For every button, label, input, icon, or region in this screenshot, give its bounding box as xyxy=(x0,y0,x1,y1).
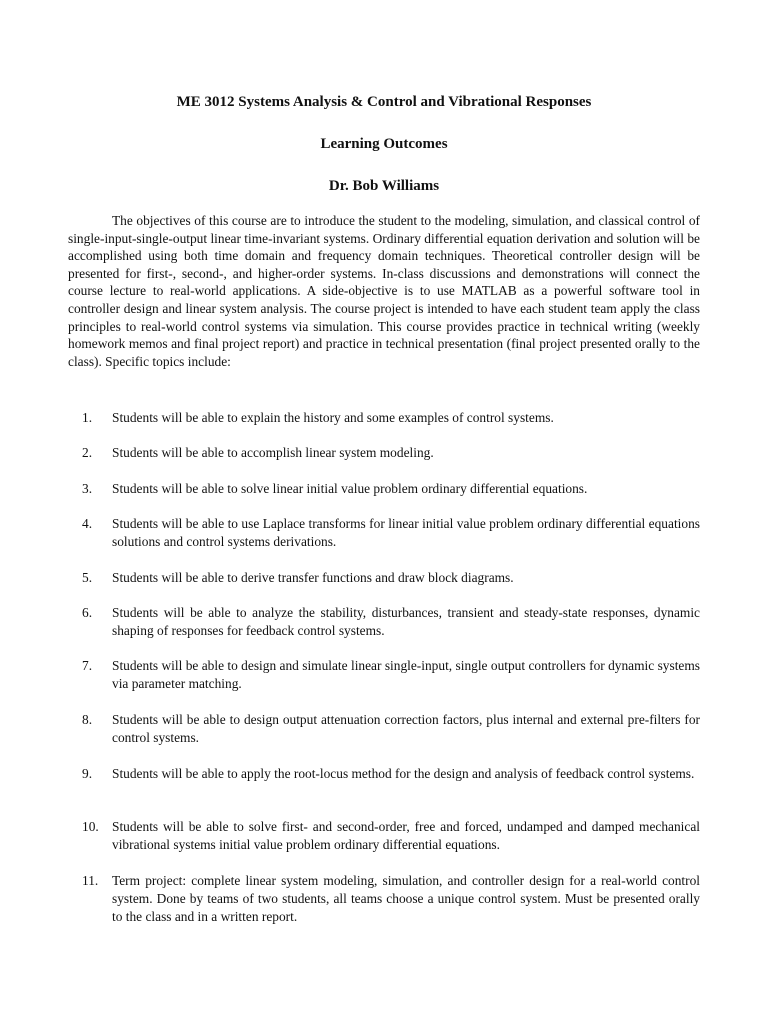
list-item-number: 11. xyxy=(82,873,99,888)
list-item-text: Students will be able to solve linear initial value problem ordinary differential equations. xyxy=(112,481,588,496)
author-name: Dr. Bob Williams xyxy=(328,178,440,194)
list-item-text: Students will be able to apply the root-locus method for the design and analysis of feedback control systems. xyxy=(112,766,695,781)
list-item xyxy=(82,409,700,427)
list-item xyxy=(82,444,700,462)
list-item xyxy=(82,480,700,498)
list-item-number: 3. xyxy=(82,481,93,496)
list-item-text: Students will be able to explain the history and some examples of control systems. xyxy=(112,410,554,425)
list-item xyxy=(82,818,700,854)
list-item-text: Students will be able to use Laplace transforms for linear initial value problem ordinary differential equations solutions and control systems derivations. xyxy=(112,516,700,549)
list-item-text: Students will be able to analyze the stability, disturbances, transient and steady-state responses, dynamic shaping of responses for feedback control systems. xyxy=(112,605,700,638)
list-item xyxy=(82,765,700,783)
list-item-number: 1. xyxy=(82,410,93,425)
section-title: Learning Outcomes xyxy=(320,136,448,152)
list-item-text: Students will be able to accomplish linear system modeling. xyxy=(112,445,434,460)
course-title: ME 3012 Systems Analysis & Control and Vibrational Responses xyxy=(176,94,592,110)
list-item xyxy=(82,872,700,926)
list-item-number: 10. xyxy=(82,819,99,834)
list-item-number: 9. xyxy=(82,766,93,781)
list-item xyxy=(82,604,700,640)
list-item-text: Students will be able to design output attenuation correction factors, plus internal and external pre-filters for control systems. xyxy=(112,712,700,745)
list-item-number: 8. xyxy=(82,712,93,727)
intro-paragraph: The objectives of this course are to introduce the student to the modeling, simulation, and classical control of single-input-single-output linear time-invariant systems. Ordinary differential equation derivation and solution will be accomplished using both time domain and frequency domain techniques. Theoretical controller design will be presented for first-, second-, and higher-order systems. In-class discussions and demonstrations will connect the course lecture to real-world applications. A side-objective is to use MATLAB as a powerful software tool in controller design and linear system analysis. The course project is intended to have each student team apply the class principles to real-world control systems via simulation. This course provides practice in technical writing (weekly homework memos and final project report) and practice in technical presentation (final project presented orally to the class). Specific topics include: xyxy=(68,213,700,369)
list-item-number: 7. xyxy=(82,658,93,673)
list-item-number: 6. xyxy=(82,605,93,620)
list-item-text: Students will be able to derive transfer functions and draw block diagrams. xyxy=(112,570,514,585)
list-item-number: 4. xyxy=(82,516,93,531)
list-item-text: Students will be able to solve first- and second-order, free and forced, undamped and damped mechanical vibrational systems initial value problem ordinary differential equations. xyxy=(112,819,700,852)
list-item-text: Term project: complete linear system modeling, simulation, and controller design for a real-world control system. Done by teams of two students, all teams choose a unique control system. Must be presented orally to the class and in a written report. xyxy=(112,873,700,924)
list-item-number: 2. xyxy=(82,445,93,460)
list-item xyxy=(82,657,700,693)
list-item xyxy=(82,711,700,747)
list-item-number: 5. xyxy=(82,570,93,585)
list-item-text: Students will be able to design and simulate linear single-input, single output controllers for dynamic systems via parameter matching. xyxy=(112,658,700,691)
list-item xyxy=(82,515,700,551)
list-item xyxy=(82,569,700,587)
